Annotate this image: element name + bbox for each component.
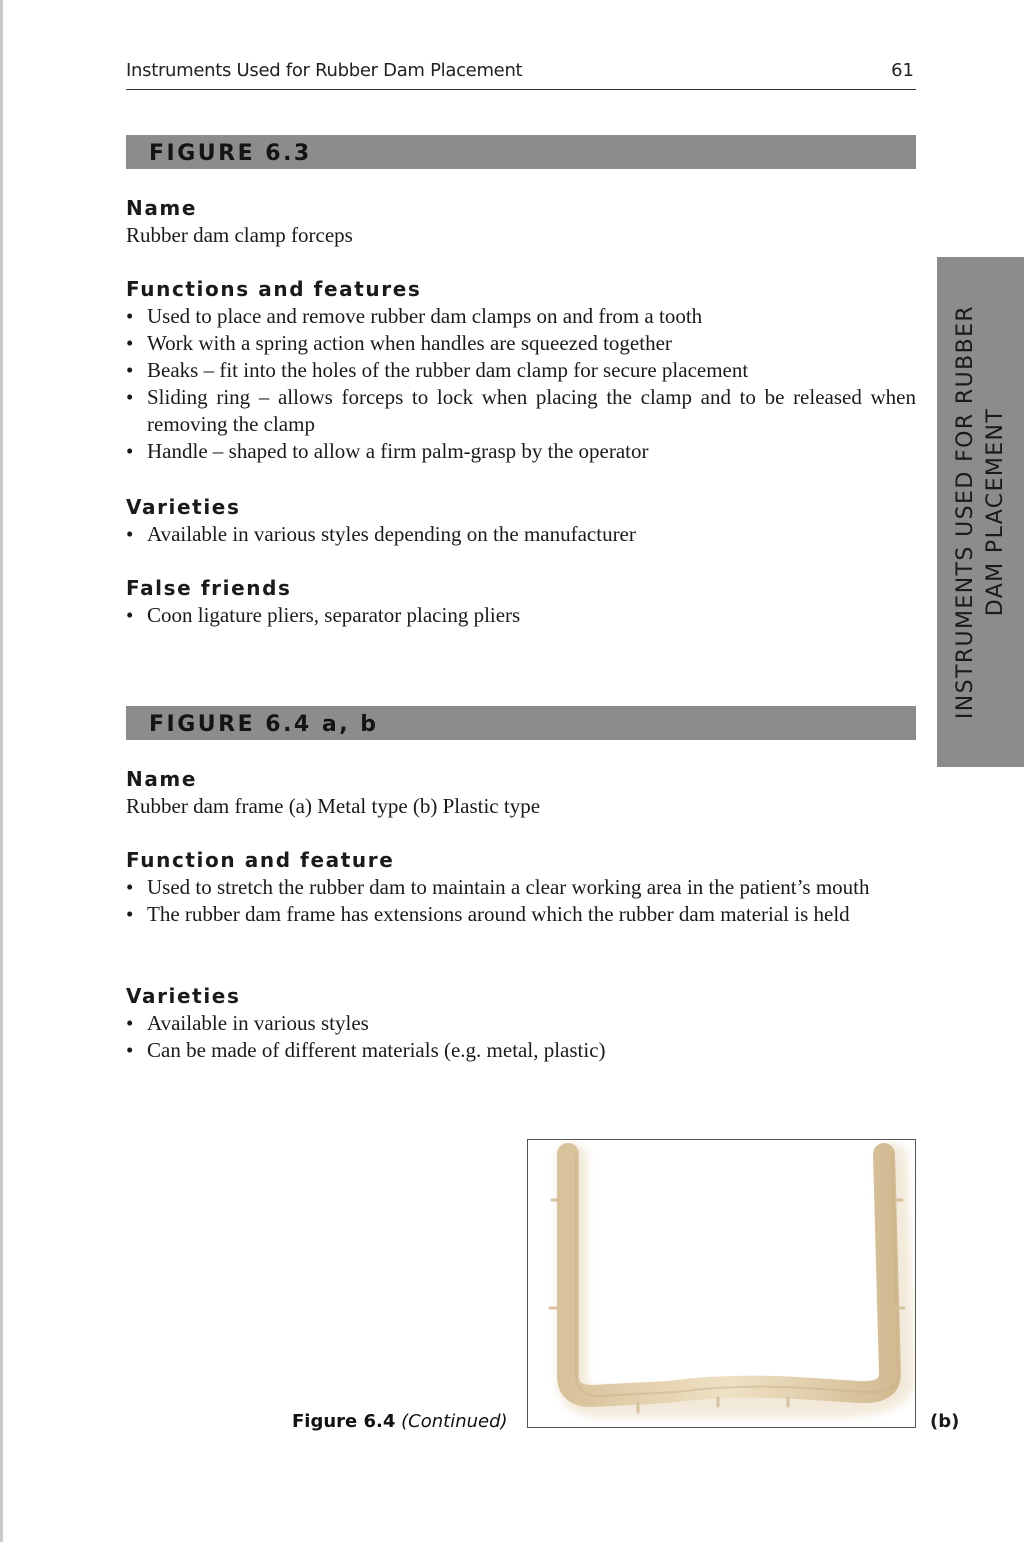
fig64-name-text: Rubber dam frame (a) Metal type (b) Plastic type <box>126 794 541 818</box>
fig64-name-section <box>126 766 916 820</box>
list-item: • Used to stretch the rubber dam to maintain a clear working area in the patient’s mouth <box>126 874 916 901</box>
side-tab-line-2: DAM PLACEMENT <box>982 407 1008 617</box>
panel-label: (b) <box>930 1411 960 1432</box>
page-number: 61 <box>891 60 914 81</box>
chapter-side-tab <box>937 257 1024 767</box>
fig63-false-friends-section <box>126 575 916 629</box>
figure-6-4-bar: FIGURE 6.4 a, b <box>126 706 916 740</box>
list-item: • Sliding ring – allows forceps to lock when placing the clamp and to be released when removing the clamp <box>126 384 916 438</box>
fig63-varieties-list <box>126 521 916 548</box>
fig64-name-heading: Name <box>126 767 198 791</box>
list-item: • Coon ligature pliers, separator placing pliers <box>126 602 916 629</box>
list-item: • Handle – shaped to allow a firm palm-grasp by the operator <box>126 438 916 465</box>
fig64-function-list <box>126 874 916 928</box>
fig63-functions-section <box>126 276 916 465</box>
fig63-varieties-section <box>126 494 916 548</box>
fig63-functions-heading: Functions and features <box>126 277 422 301</box>
list-item: • Available in various styles <box>126 1010 916 1037</box>
running-head <box>126 58 916 90</box>
side-tab-line-1: INSTRUMENTS USED FOR RUBBER <box>952 304 978 720</box>
fig64-varieties-section <box>126 983 916 1064</box>
list-item: • Can be made of different materials (e.g. metal, plastic) <box>126 1037 916 1064</box>
running-head-title: Instruments Used for Rubber Dam Placement <box>126 60 523 81</box>
caption-note: (Continued) <box>401 1411 508 1432</box>
figure-caption <box>292 1411 508 1432</box>
fig64-varieties-heading: Varieties <box>126 984 241 1008</box>
plastic-frame-illustration <box>528 1140 915 1427</box>
fig64-function-section <box>126 847 916 928</box>
fig63-false-friends-heading: False friends <box>126 576 292 600</box>
fig63-functions-list <box>126 303 916 465</box>
fig63-false-friends-list <box>126 602 916 629</box>
fig63-name-heading: Name <box>126 196 198 220</box>
rubber-dam-frame-photo <box>527 1139 916 1428</box>
chapter-side-tab-text <box>951 272 1011 752</box>
list-item: • Work with a spring action when handles are squeezed together <box>126 330 916 357</box>
figure-6-3-bar: FIGURE 6.3 <box>126 135 916 169</box>
fig64-function-heading: Function and feature <box>126 848 395 872</box>
list-item: • The rubber dam frame has extensions around which the rubber dam material is held <box>126 901 916 928</box>
fig63-name-text: Rubber dam clamp forceps <box>126 223 353 247</box>
list-item: • Available in various styles depending on the manufacturer <box>126 521 916 548</box>
list-item: • Beaks – fit into the holes of the rubber dam clamp for secure placement <box>126 357 916 384</box>
fig63-varieties-heading: Varieties <box>126 495 241 519</box>
page-edge <box>0 0 3 1542</box>
caption-number: Figure 6.4 <box>292 1411 396 1432</box>
fig63-name-section <box>126 195 916 249</box>
fig64-varieties-list <box>126 1010 916 1064</box>
list-item: • Used to place and remove rubber dam clamps on and from a tooth <box>126 303 916 330</box>
